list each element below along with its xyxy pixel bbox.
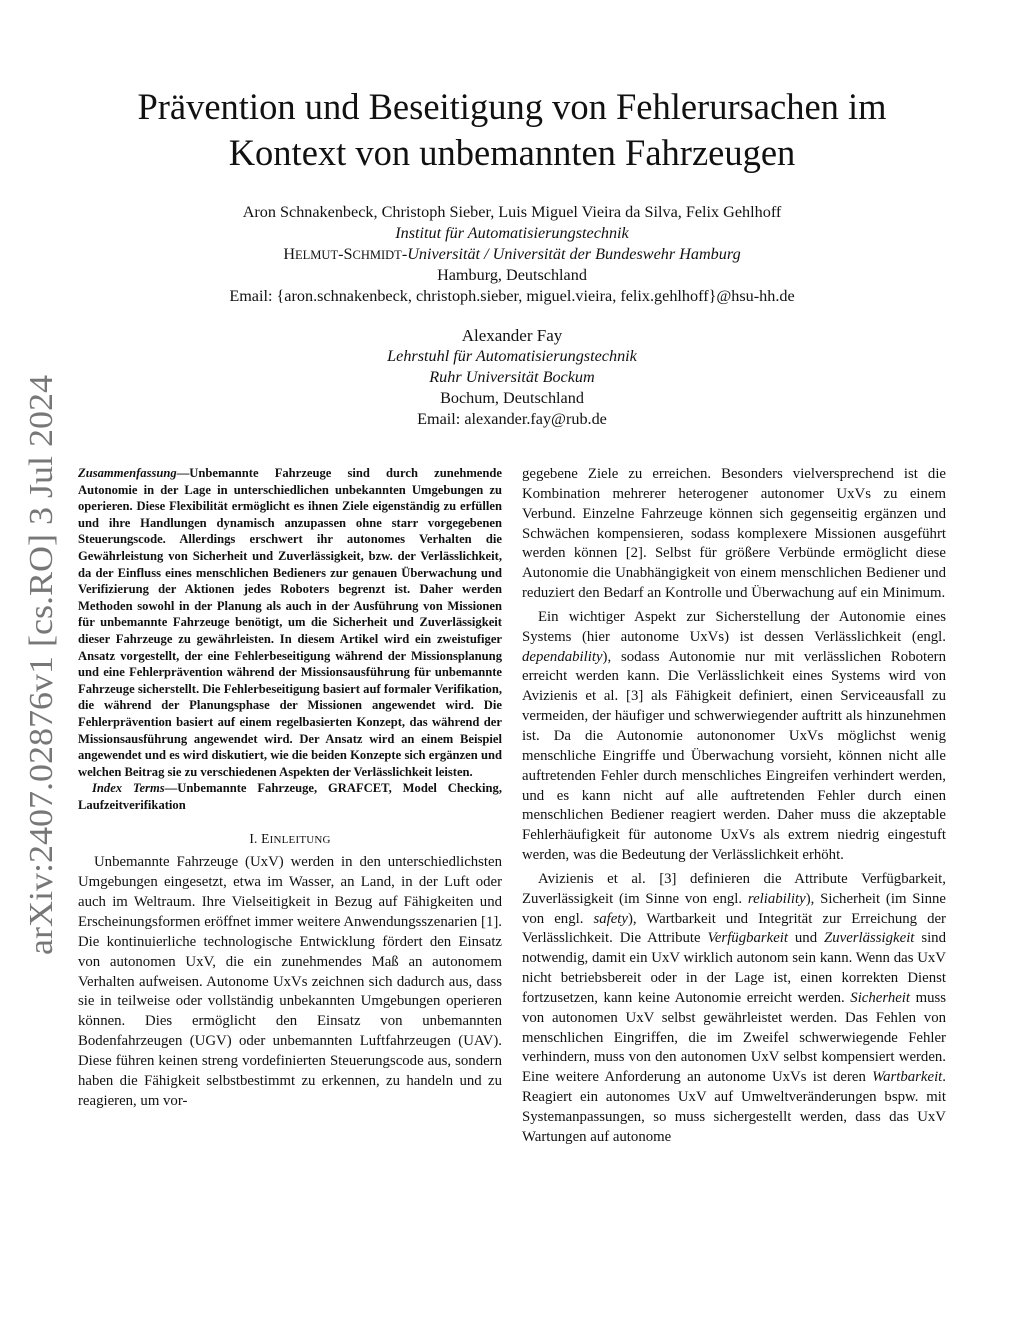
index-terms-label: Index Terms: [92, 781, 165, 796]
chair-name: Lehrstuhl für Automatisierungstechnik: [387, 347, 637, 365]
intro-paragraph: Unbemannte Fahrzeuge (UxV) werden in den unterschiedlichsten Umgebungen eingesetzt, etwa im Wasser, an Land, in der Luft oder auch im Weltraum. Ihre Vielseitigkeit in Bezug auf Fähigkeiten und Erscheinungsformen eröffnet immer weitere Anwendungsszenarien [1]. Die kontinuierliche technologische Entwicklung fördert den Einsatz von autonomen UxV, die ein zunehmendes Maß an autonomem Verhalten aufweisen. Autonome UxVs zeichnen sich dadurch aus, dass sie in teilweise oder vollständig unbekannten Umgebungen operieren können. Dies ermöglicht den Einsatz von unbemannten Bodenfahrzeugen (UGV) oder unbemannten Luftfahrzeugen (UAV). Diese führen keinen streng vordefinierten Steuerungscode aus, sondern haben die Fähigkeit selbstbestimmt zu erkennen, zu handeln und zu reagieren, um vor-: [78, 854, 502, 1109]
author-block-2: [60, 325, 964, 430]
abstract-label: Zusammenfassung: [78, 466, 177, 480]
author-name-2: Alexander Fay: [461, 326, 563, 345]
attributes-paragraph: Avizienis et al. [3] definieren die Attribute Verfügbarkeit, Zuverlässigkeit (im Sinne von engl. reliability), Sicherheit (im Sinne von engl. safety), Wartbarkeit und Integrität zur Erreichung der Verlässlichkeit. Die Attribute Verfügbarkeit und Zuverlässigkeit sind notwendig, damit ein UxV wirklich autonom sein kann. Wenn das UxV nicht betriebsbereit oder in der Lage ist, einen korrekten Dienst fortzusetzen, kann keine Autonomie erreicht werden. Sicherheit muss von autonomen UxV selbst gewährleistet werden. Das Fehlen von menschlichen Eingriffen, die im Zweifel schwerwiegende Fehler verhindern, muss von den autonomen UxV selbst kompensiert werden. Eine weitere Anforderung an autonome UxVs ist deren Wartbarkeit. Reagiert ein autonomes UxV auf Umweltveränderungen bspw. mit Systemanpassungen, so muss sichergestellt werden, dass das UxV Wartungen auf autonome: [522, 870, 947, 1145]
author-city-2: Bochum, Deutschland: [440, 389, 584, 407]
abstract: [78, 465, 502, 780]
author-email-2: Email: alexander.fay@rub.de: [417, 410, 607, 428]
title-line-2: Kontext von unbemannten Fahrzeugen: [228, 132, 796, 173]
left-column: [78, 465, 502, 1111]
right-column: [522, 465, 946, 1148]
university-name-2: Ruhr Universität Bockum: [429, 368, 595, 386]
institute-name: Institut für Automatisierungstechnik: [395, 224, 629, 242]
arxiv-watermark-text: arXiv:2407.02876v1 [cs.RO] 3 Jul 2024: [23, 407, 60, 955]
author-city: Hamburg, Deutschland: [437, 266, 587, 284]
index-terms-text: —Unbemannte Fahrzeuge, GRAFCET, Model Checking, Laufzeitverifikation: [78, 781, 502, 812]
author-names: Aron Schnakenbeck, Christoph Sieber, Luis Miguel Vieira da Silva, Felix Gehlhoff: [242, 203, 782, 221]
arxiv-watermark: [8, 372, 68, 957]
author-email: Email: {aron.schnakenbeck, christoph.sieber, miguel.vieira, felix.gehlhoff}@hsu-hh.de: [229, 287, 795, 305]
intro-paragraph-continued: gegebene Ziele zu erreichen. Besonders vielversprechend ist die Kombination mehrerer heterogener autonomer UxVs zu einem Verbund. Einzelne Fahrzeuge können sich gegenseitig ergänzen und Schwächen kompensieren, sodass komplexere Missionen ausgeführt werden können [2]. Selbst für größere Verbünde ermöglicht diese Autonomie die Unabhängigkeit von einem menschlichen Bediener und reduziert den Bedarf an Kontrolle und Überwachung auf ein Minimum.: [522, 466, 946, 602]
dependability-paragraph: Ein wichtiger Aspekt zur Sicherstellung der Autonomie eines Systems (hier autonome UxVs) ist dessen Verlässlichkeit (engl. dependability), sodass Autonomie nur mit verlässlichen Robotern erreicht werden kann. Die Verlässlichkeit eines Systems wird von Avizienis et al. [3] als Fähigkeit definiert, einen Serviceausfall zu vermeiden, der häufiger und schwerwiegender auftritt als hinzunehmen ist. Da die Autonomie autononomer UxVs möglichst wenig menschliche Eingriffe und Überwachung vorsieht, können nicht alle auftretenden Fehler durch menschliches Eingreifen verhindert werden, und es kann nicht auf alle auftretenden Fehler durch einen menschlichen Bediener reagiert werden. Daher muss die akzeptable Fehlerhäufigkeit für autonome UxVs als extrem niedrig eingestuft werden, was die Bedeutung der Verlässlichkeit erhöht.: [522, 608, 946, 864]
section-heading: I. EINLEITUNG: [249, 831, 331, 847]
author-block-1: [60, 202, 964, 307]
university-name: HELMUT-SCHMIDT-Universität / Universität der Bundeswehr Hamburg: [283, 245, 741, 263]
title-line-1: Prävention und Beseitigung von Fehlerursachen im: [137, 86, 887, 127]
index-terms: [78, 780, 502, 813]
abstract-text: —Unbemannte Fahrzeuge sind durch zunehmende Autonomie in der Lage in unterschiedlichen unbekannten Umgebungen zu operieren. Diese Flexibilität ermöglicht es ihnen Ziele eigenständig zu erfüllen und ihre Handlungen dynamisch anzupassen ohne starr vorgegebenen Steuerungscode. Allerdings erschwert ihr autonomes Verhalten die Gewährleistung von Sicherheit und Zuverlässigkeit, bzw. der Verlässlichkeit, da der Einfluss eines menschlichen Bedieners zur genauen Überwachung und Verifizierung der Aktionen jedes Roboters begrenzt ist. Daher werden Methoden sowohl in der Planung als auch in der Ausführung von Missionen für unbemannte Fahrzeuge benötigt, um die Sicherheit und Zuverlässigkeit dieser Fahrzeuge zu gewährleisten. In diesem Artikel wird ein zweistufiger Ansatz vorgestellt, der eine Fehlerbeseitigung während der Missionsplanung und eine Fehlerprävention während der Missionsausführung für unbemannte Fahrzeuge sicherstellt. Die Fehlerbeseitigung basiert auf formaler Verifikation, die während der Planungsphase der Missionen angewendet wird. Die Fehlerprävention basiert auf einem regelbasierten Konzept, das während der Missionsausführung angewendet wird. Der Ansatz wird an einem Beispiel angewendet und es wird diskutiert, wie die beiden Konzepte sich ergänzen und welchen Beitrag sie zu verschiedenen Aspekten der Verlässlichkeit leisten.: [78, 466, 502, 779]
paper-title: [60, 84, 964, 176]
